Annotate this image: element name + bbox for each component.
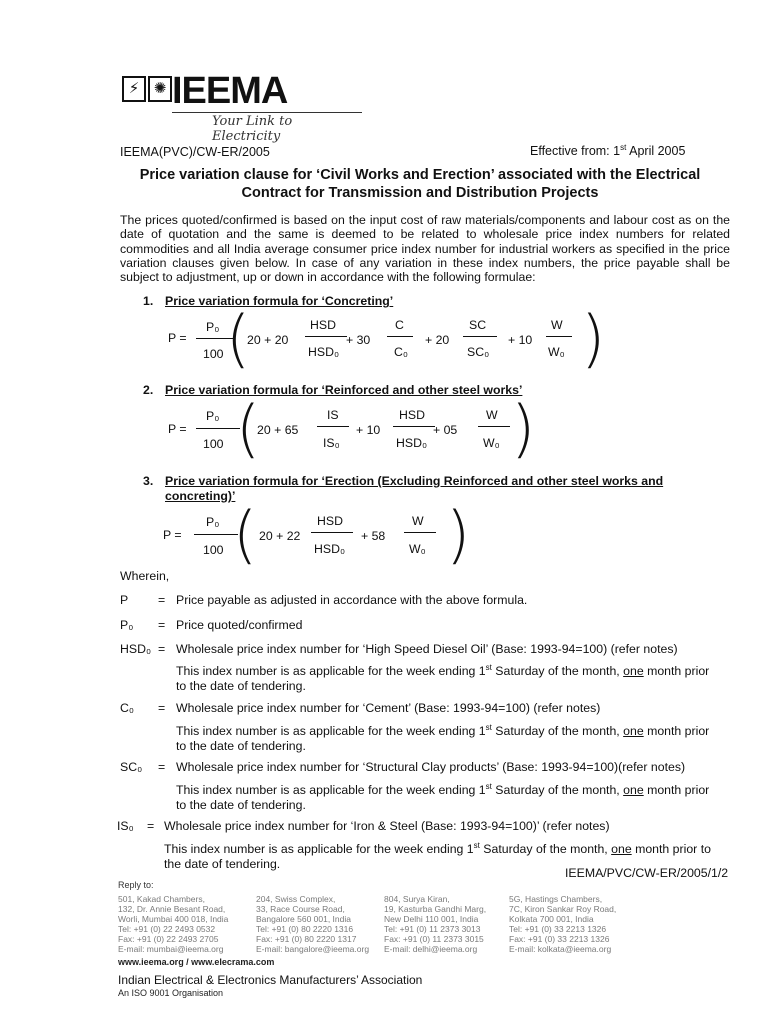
- page-reference: IEEMA/PVC/CW-ER/2005/1/2: [565, 866, 729, 880]
- document-reference: IEEMA(PVC)/CW-ER/2005: [120, 145, 270, 159]
- logo-name: IEEMA: [172, 70, 288, 112]
- section-1-heading: 1. Price variation formula for ‘Concreting’: [143, 294, 394, 308]
- reply-to-label: Reply to:: [118, 880, 154, 890]
- organisation-name: Indian Electrical & Electronics Manufacturers’ Association: [118, 973, 423, 987]
- ieema-logo: [122, 70, 364, 144]
- website-link[interactable]: www.ieema.org / www.elecrama.com: [118, 957, 275, 967]
- atom-icon: ✺: [148, 76, 172, 102]
- intro-paragraph: The prices quoted/confirmed is based on the input cost of raw materials/components and labour cost as on the date of quotation and the same is deemed to be related to wholesale price index numbers for related commodities and all India average consumer price index number for industrial workers as specified in the price variation clauses given below. In case of any variation in these index numbers, the price payable shall be subject to adjustment, up or down in accordance with the following formulae:: [120, 213, 730, 285]
- lightning-icon: ⚡: [122, 76, 146, 102]
- effective-date: Effective from: 1st April 2005: [530, 143, 686, 159]
- section-3-heading: 3. Price variation formula for ‘Erection (Excluding Reinforced and other steel works and concreting)’: [143, 474, 664, 503]
- office-delhi: 804, Surya Kiran, 19, Kasturba Gandhi Marg, New Delhi 110 001, India Tel: +91 (0) 11 2373 3013 Fax: +91 (0) 11 2373 3015 E-mail: delhi@ieema.org: [384, 894, 487, 954]
- iso-note: An ISO 9001 Organisation: [118, 988, 224, 998]
- wherein-label: Wherein,: [120, 569, 170, 583]
- office-kolkata: 5G, Hastings Chambers, 7C, Kiron Sankar Roy Road, Kolkata 700 001, India Tel: +91 (0) 33 2213 1326 Fax: +91 (0) 33 2213 1326 E-mail: kolkata@ieema.org: [509, 894, 617, 954]
- office-mumbai: 501, Kakad Chambers, 132, Dr. Annie Besant Road, Worli, Mumbai 400 018, India Tel: +91 (0) 22 2493 0532 Fax: +91 (0) 22 2493 2705 E-mail: mumbai@ieema.org: [118, 894, 229, 954]
- section-2-heading: 2. Price variation formula for ‘Reinforced and other steel works’: [143, 383, 523, 397]
- logo-tagline: Your Link to Electricity: [212, 114, 293, 144]
- logo-divider: [172, 112, 362, 113]
- office-bangalore: 204, Swiss Complex, 33, Race Course Road, Bangalore 560 001, India Tel: +91 (0) 80 2220 1316 Fax: +91 (0) 80 2220 1317 E-mail: bangalore@ieema.org: [256, 894, 370, 954]
- document-title: Price variation clause for ‘Civil Works and Erection’ associated with the Electrical Contract for Transmission and Distribution Projects: [139, 167, 701, 201]
